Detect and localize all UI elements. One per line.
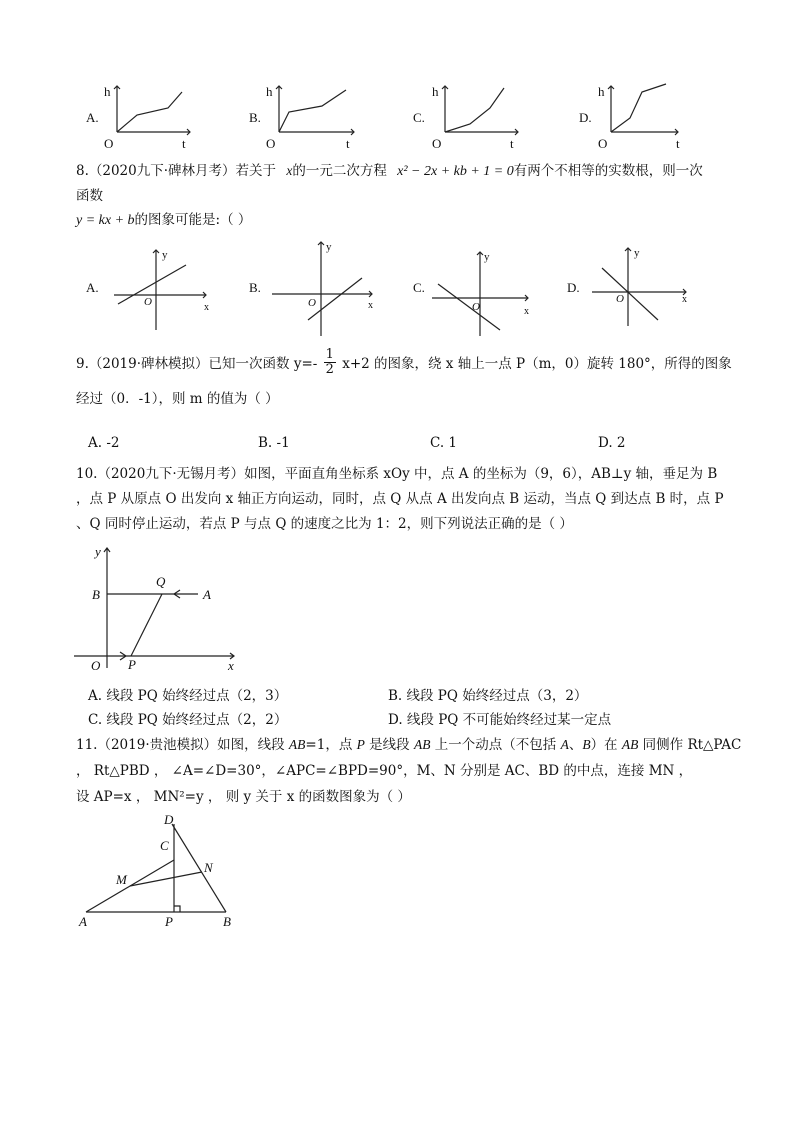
q9-choice-d: D. 2 (598, 435, 626, 451)
q8-function: y = kx + b (76, 213, 135, 228)
q8-stem-line1 (76, 162, 703, 181)
q10-stem-line3: 、Q 同时停止运动，若点 P 与点 Q 的速度之比为 1：2，则下列说法正确的是（ ） (76, 516, 573, 532)
segment-db (172, 824, 226, 912)
x-label: t (346, 136, 350, 151)
x-label: t (676, 136, 680, 151)
right-angle-mark (174, 906, 180, 912)
q11-ab-3: AB (621, 737, 639, 752)
q8-graph-d (588, 244, 698, 328)
q11-text-c: 是线段 (364, 737, 414, 753)
origin-label: O (144, 296, 152, 308)
x-axis-label: x (228, 658, 234, 673)
q11-text-e: ）在 (590, 737, 622, 753)
q7-option-d-letter: D. (579, 110, 592, 125)
q7-option-a-letter: A. (86, 110, 99, 125)
q10-figure (74, 542, 244, 674)
q8-stem-text: 8.（2020九下·碑林月考）若关于 (76, 163, 277, 179)
x-label: x (682, 294, 687, 305)
origin-label: O (266, 136, 276, 151)
point-n-label: N (204, 860, 213, 875)
segment-pq (131, 594, 162, 656)
q11-stem-line3: 设 AP=x ， MN²=y ， 则 y 关于 x 的函数图象为（ ） (76, 789, 411, 805)
line-graph (438, 284, 500, 330)
q10-choice-a: A. 线段 PQ 始终经过点（2，3） (88, 688, 288, 704)
curve (117, 92, 182, 132)
q8-option-c-letter: C. (413, 280, 425, 295)
q9-stem-text-a: 9.（2019·碑林模拟）已知一次函数 y=- (76, 356, 318, 372)
x-label: x (524, 306, 529, 317)
point-q-label: Q (156, 574, 166, 589)
x-label: x (368, 300, 373, 311)
q8-graph-b (268, 238, 382, 338)
y-label: y (162, 249, 168, 261)
q11-a: A (560, 737, 569, 752)
q11-p: P (356, 737, 365, 752)
q8-equation: x² − 2x + kb + 1 = 0 (397, 164, 514, 179)
q9-fraction (324, 348, 336, 377)
y-label: h (598, 84, 605, 99)
point-b-label: B (223, 914, 231, 929)
q9-stem-line2: 经过（0．-1），则 m 的值为（ ） (76, 391, 279, 407)
q11-ab-1: AB (288, 737, 306, 752)
q9-fraction-denominator: 2 (325, 362, 334, 377)
q8-stem-line3-tail: 的图象可能是:（ ） (134, 212, 252, 228)
origin-label: O (104, 136, 114, 151)
x-label: t (182, 136, 186, 151)
q9-choice-b: B. -1 (258, 435, 290, 451)
q7-graph-d (594, 80, 704, 150)
q9-stem-text-b: x+2 的图象，绕 x 轴上一点 P（m，0）旋转 180°，所得的图象 (342, 356, 732, 372)
q7-graph-c (428, 80, 538, 150)
q8-stem-mid: 的一元二次方程 (292, 163, 387, 179)
point-a-label: A (203, 587, 211, 602)
q11-text-f: 同侧作 Rt△ (638, 737, 714, 753)
q11-text-d: 上一个动点（不包括 (430, 737, 561, 753)
origin-label: O (598, 136, 608, 151)
point-c-label: C (160, 838, 169, 853)
q8-stem-line3 (76, 211, 251, 230)
origin-label: O (308, 297, 316, 309)
origin-label: O (432, 136, 442, 151)
q10-choice-d: D. 线段 PQ 不可能始终经过某一定点 (388, 712, 612, 728)
line-graph (118, 265, 186, 304)
point-d-label: D (164, 812, 174, 827)
y-label: h (432, 84, 439, 99)
curve (279, 90, 346, 132)
line-graph (602, 268, 658, 320)
q8-option-a-letter: A. (86, 280, 99, 295)
y-label: h (266, 84, 273, 99)
q8-option-d-letter: D. (567, 280, 580, 295)
q8-option-b-letter: B. (249, 280, 261, 295)
origin-label: O (616, 293, 624, 305)
q11-pac: PAC (713, 737, 742, 753)
point-a-label: A (79, 914, 87, 929)
q11-ab-2: AB (413, 737, 431, 752)
q9-fraction-numerator: 1 (325, 347, 334, 362)
q8-stem-line2: 函数 (76, 188, 103, 204)
q8-var-x: x (286, 163, 293, 178)
q7-graph-b (262, 80, 372, 150)
y-label: y (634, 247, 640, 259)
q11-stem-line1 (76, 736, 741, 754)
q11-text-a: 11.（2019·贵池模拟）如图，线段 (76, 737, 289, 753)
q11-sep: 、 (568, 737, 583, 753)
point-o-label: O (91, 658, 101, 673)
q10-stem-line1: 10.（2020九下·无锡月考）如图，平面直角坐标系 xOy 中，点 A 的坐标为（9，6），AB⊥y 轴，垂足为 B (76, 466, 718, 482)
q7-graph-a (100, 80, 210, 150)
q9-choice-a: A. -2 (88, 435, 120, 451)
origin-label: O (472, 301, 480, 313)
x-label: x (204, 302, 209, 313)
q10-choice-c: C. 线段 PQ 始终经过点（2，2） (88, 712, 288, 728)
q11-text-b: =1，点 (305, 737, 357, 753)
q8-stem-tail: 有两个不相等的实数根，则一次 (513, 163, 703, 179)
q9-stem-line1 (76, 347, 732, 379)
q10-choice-b: B. 线段 PQ 始终经过点（3，2） (388, 688, 588, 704)
y-label: h (104, 84, 111, 99)
y-label: y (484, 251, 490, 263)
point-b-label: B (92, 587, 100, 602)
q11-stem-line2: ， Rt△PBD ， ∠A=∠D=30°，∠APC=∠BPD=90°，M、N 分别是 AC、BD 的中点，连接 MN ， (76, 763, 693, 779)
q7-option-b-letter: B. (249, 110, 261, 125)
curve (611, 84, 666, 132)
q11-figure (76, 810, 246, 932)
y-label: y (326, 241, 332, 253)
line-graph (308, 278, 362, 320)
q11-b: B (582, 737, 591, 752)
point-p-label: P (165, 914, 173, 929)
point-p-label: P (128, 657, 136, 672)
x-label: t (510, 136, 514, 151)
q9-choice-c: C. 1 (430, 435, 458, 451)
q8-graph-a (108, 242, 218, 334)
q10-stem-line2: ，点 P 从原点 O 出发向 x 轴正方向运动，同时，点 Q 从点 A 出发向点 B 运动，当点 Q 到达点 B 时，点 P (76, 491, 724, 507)
y-axis-label: y (95, 544, 101, 559)
curve (445, 88, 504, 132)
q7-option-c-letter: C. (413, 110, 425, 125)
point-m-label: M (116, 872, 127, 887)
q8-graph-c (428, 244, 538, 338)
